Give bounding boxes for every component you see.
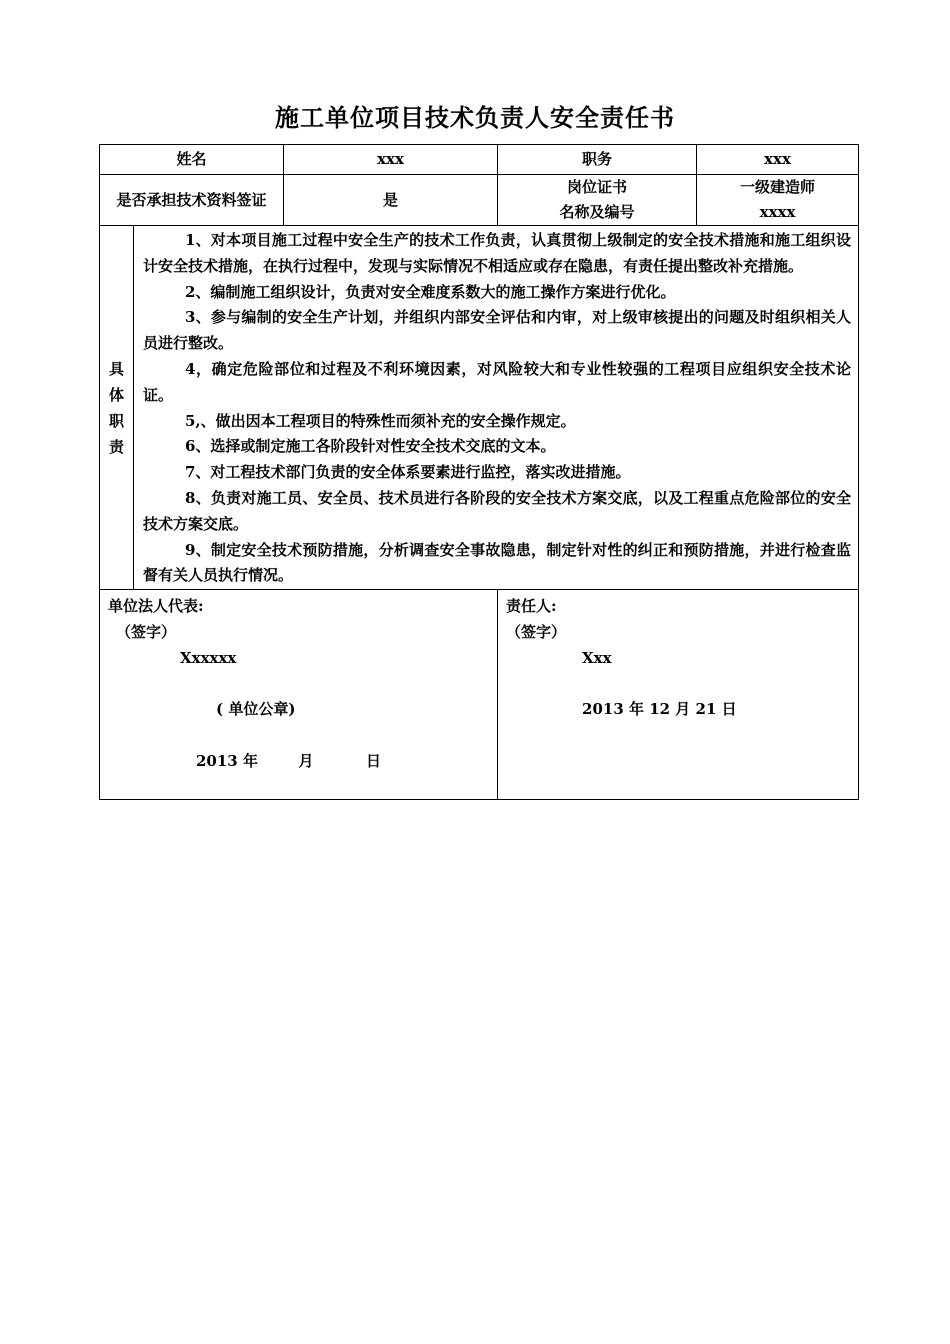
responsible-person-sign-label: （签字）	[506, 622, 567, 641]
certificate-label-line1: 岗位证书	[567, 178, 628, 196]
legal-rep-date	[108, 749, 489, 775]
duties-side-label	[100, 226, 134, 590]
duty-item: 8、负责对施工员、安全员、技术员进行各阶段的安全技术方案交底，以及工程重点危险部位的安全技术方案交底。	[143, 488, 852, 533]
form-row-duties	[100, 226, 859, 590]
duty-item: 4，确定危险部位和过程及不利环境因素，对风险较大和专业性较强的工程项目应组织安全技术论证。	[143, 359, 852, 404]
side-char: 具	[108, 359, 124, 378]
tech-sign-value: 是	[284, 175, 498, 226]
responsibility-form-table	[99, 144, 859, 800]
company-seal-label: ( 单位公章)	[216, 700, 296, 719]
duty-item: 6、选择或制定施工各阶段针对性安全技术交底的文本。	[185, 437, 556, 456]
legal-rep-sign-label: （签字）	[116, 622, 177, 641]
responsible-person-date: 2013 年 12 月 21 日	[582, 700, 737, 719]
duty-item: 7、对工程技术部门负责的安全体系要素进行监控，落实改进措施。	[185, 463, 631, 482]
form-row-signatures	[100, 590, 859, 800]
side-char: 体	[108, 385, 124, 404]
duty-item: 5,、做出因本工程项目的特殊性而须补充的安全操作规定。	[185, 411, 576, 430]
date-day: 日	[365, 751, 381, 770]
certificate-label	[498, 175, 697, 226]
legal-rep-signer-name: Xxxxxx	[180, 648, 237, 667]
certificate-label-line2: 名称及编号	[559, 203, 635, 221]
date-year: 2013 年	[196, 751, 258, 770]
position-value: xxx	[697, 145, 859, 175]
position-label: 职务	[498, 145, 697, 175]
legal-rep-label: 单位法人代表:	[108, 597, 204, 616]
name-label: 姓名	[100, 145, 284, 175]
duty-item: 1、对本项目施工过程中安全生产的技术工作负责，认真贯彻上级制定的安全技术措施和施工组织设计安全技术措施，在执行过程中，发现与实际情况不相适应或存在隐患，有责任提出整改补充措施。	[143, 231, 852, 275]
side-char: 职	[108, 411, 124, 430]
duty-item: 2、编制施工组织设计，负责对安全难度系数大的施工操作方案进行优化。	[185, 282, 676, 301]
duty-item: 3、参与编制的安全生产计划，并组织内部安全评估和内审，对上级审核提出的问题及时组织相关人员进行整改。	[143, 308, 852, 353]
responsible-person-signer-name: Xxx	[582, 648, 612, 667]
name-value: xxx	[284, 145, 498, 175]
responsible-person-label: 责任人:	[506, 597, 557, 616]
duty-item: 9、制定安全技术预防措施，分析调查安全事故隐患，制定针对性的纠正和预防措施，并进行检查监督有关人员执行情况。	[143, 540, 852, 585]
form-row-name	[100, 145, 859, 175]
duties-list	[134, 226, 859, 590]
certificate-value-line1: 一级建造师	[740, 178, 816, 196]
certificate-value-line2: xxxx	[759, 203, 796, 221]
date-month: 月	[298, 751, 314, 770]
form-row-certificate	[100, 175, 859, 226]
legal-representative-signature-cell	[100, 590, 498, 800]
side-char: 责	[108, 437, 124, 456]
tech-sign-label: 是否承担技术资料签证	[100, 175, 284, 226]
responsible-person-signature-cell	[498, 590, 859, 800]
certificate-value	[697, 175, 859, 226]
document-title: 施工单位项目技术负责人安全责任书	[275, 103, 675, 132]
